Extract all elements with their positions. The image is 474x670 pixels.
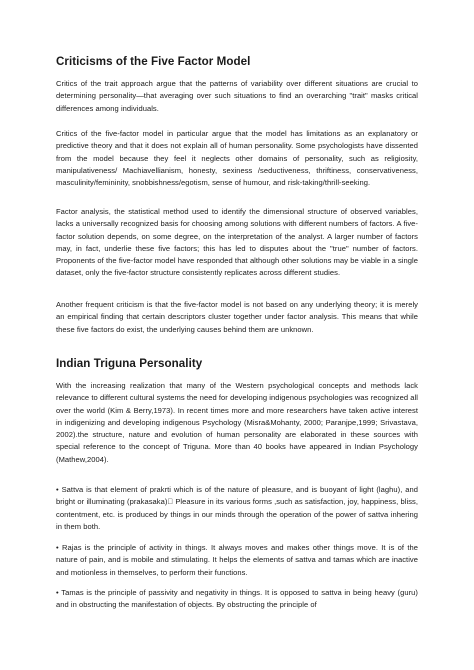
paragraph: With the increasing realization that many of the Western psychological concepts and methods lack relevance to different cultural systems the need for developing indigenous psychologies was recognized all over the world (Kim & Berry,1973). In recent times more and more researchers have taken active interest in indigenizing and developing indigenous Psychology (Misra&Mohanty, 2000; Paranjpe,1999; Srivastava, 2002).the structure, nature and evolution of human personality are elaborated in these sources with special reference to the concept of Triguna. More than 40 books have appeared in Indian Psychology (Mathew,2004). bbox=[56, 381, 418, 464]
bullet-item-tamas: • Tamas is the principle of passivity and negativity in things. It is opposed to sattva in being heavy (guru) and in obstructing the manifestation of objects. By obstructing the principle of bbox=[56, 588, 418, 610]
section-heading-triguna: Indian Triguna Personality bbox=[56, 357, 203, 370]
section-heading-criticisms: Criticisms of the Five Factor Model bbox=[56, 55, 251, 68]
paragraph: Critics of the five-factor model in particular argue that the model has limitations as an explanatory or predictive theory and that it does not explain all of human personality. Some psychologists have dissented from the model because they feel it neglects other domains of personality, such as religiosity, manipulativeness/ Machiavellianism, honesty, sexiness /seductiveness, thriftiness, conservativeness, masculinity/femininity, snobbishness/egotism, sense of humour, and risk-taking/thrill-seeking. bbox=[56, 129, 418, 188]
paragraph: Another frequent criticism is that the five-factor model is not based on any underlying theory; it is merely an empirical finding that certain descriptors cluster together under factor analysis. This means that while these five factors do exist, the underlying causes behind them are unknown. bbox=[56, 300, 418, 334]
paragraph: Factor analysis, the statistical method used to identify the dimensional structure of observed variables, lacks a universally recognized basis for choosing among solutions with different numbers of factors. A five-factor solution depends, on some degree, on the interpretation of the analyst. A larger number of factors may, in fact, underlie these five factors; this has led to disputes about the "true" number of factors. Proponents of the five-factor model have responded that although other solutions may be viable in a single dataset, only the five-factor structure consistently replicates across different studies. bbox=[56, 207, 418, 278]
bullet-item-rajas: • Rajas is the principle of activity in things. It always moves and makes other things move. It is of the nature of pain, and is mobile and stimulating. It helps the elements of sattva and tamas which are inactive and motionless in themselves, to perform their functions. bbox=[56, 543, 418, 577]
bullet-item-sattva: • Sattva is that element of prakrti which is of the nature of pleasure, and is buoyant of light (laghu), and bright or illuminating (prakasaka)  Pleasure in its various forms ,such as satisfaction, joy, happiness, bliss, contentment, etc. is produced by things in our minds through the operation of the power of sattva inhering in them both. bbox=[56, 485, 418, 531]
paragraph: Critics of the trait approach argue that the patterns of variability over different situations are crucial to determining personality—that averaging over such situations to find an overarching "trait" masks critical differences among individuals. bbox=[56, 79, 418, 113]
